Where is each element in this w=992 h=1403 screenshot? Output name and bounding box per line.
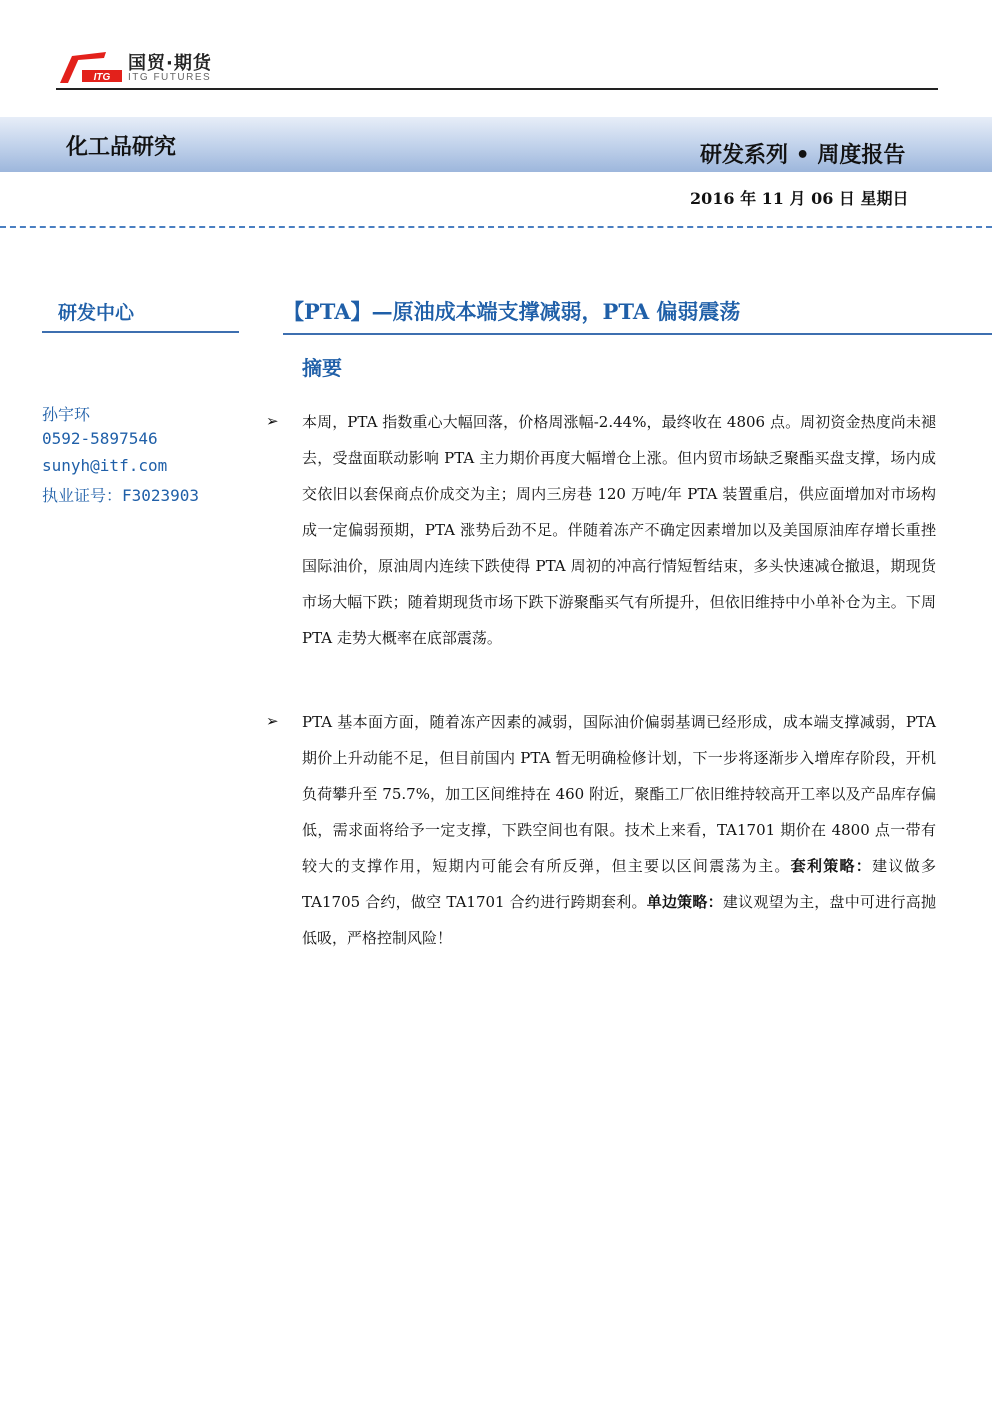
single-side-strategy-label: 单边策略： <box>646 893 723 911</box>
header-rule <box>56 88 938 90</box>
category-title: 化工品研究 <box>66 135 177 160</box>
logo-chinese-name: 国贸·期货 <box>128 53 212 74</box>
logo-mark-text: ITG <box>93 72 111 83</box>
sidebar-rule <box>42 331 239 333</box>
summary-paragraph-1: 本周，PTA 指数重心大幅回落，价格周涨幅-2.44%，最终收在 4806 点。周初资金热度尚未褪去，受盘面联动影响 PTA 主力期价再度大幅增仓上涨。但内贸市场缺乏聚酯买盘支撑，场内成交依旧以套保商点价成交为主；周内三房巷 120 万吨/年 PTA 装置重启，供应面增加对市场构成一定偏弱预期，PTA 涨势后劲不足。伴随着冻产不确定因素增加以及美国原油库存增长重挫国际油价，原油周内连续下跌使得 PTA 周初的冲高行情短暂结束，多头快速减仓撤退，期现货市场大幅下跌；随着期现货市场下跌下游聚酯买气有所提升，但依旧维持中小单补仓为主。下周 PTA 走势大概率在底部震荡。 <box>302 413 936 647</box>
author-license: 执业证号：F3023903 <box>42 486 200 505</box>
dashed-divider <box>0 226 992 228</box>
report-date: 2016 年 11 月 06 日 星期日 <box>690 189 909 208</box>
arbitrage-strategy-label: 套利策略： <box>790 857 873 875</box>
arbitrage-strategy-text: 建议做多 TA1705 合约，做空 TA1701 合约进行跨期套利。 <box>302 857 936 911</box>
single-side-strategy-text: 建议观望为主，盘中可进行高抛低吸，严格控制风险！ <box>302 893 936 947</box>
sidebar-title: 研发中心 <box>58 302 135 324</box>
bullet-arrow-icon: ➢ <box>266 412 279 430</box>
author-phone: 0592-5897546 <box>42 429 158 448</box>
paragraph-2-body: PTA 基本面方面，随着冻产因素的减弱，国际油价偏弱基调已经形成，成本端支撑减弱，PTA 期价上升动能不足，但目前国内 PTA 暂无明确检修计划，下一步将逐渐步入增库存阶段，开机负荷攀升至 75.7%，加工区间维持在 460 附近，聚酯工厂依旧维持较高开工率以及产品库存偏低，需求面将给予一定支撑，下跌空间也有限。技术上来看，TA1701 期价在 4800 点一带有较大的支撑作用，短期内可能会有所反弹，但主要以区间震荡为主。 <box>302 713 936 875</box>
summary-heading: 摘要 <box>302 356 342 380</box>
report-series: 研发系列 • 周度报告 <box>700 143 906 168</box>
article-title: 【PTA】—原油成本端支撑减弱，PTA 偏弱震荡 <box>283 299 741 324</box>
author-name: 孙宇环 <box>42 405 91 424</box>
logo-english-name: ITG FUTURES <box>128 72 212 83</box>
summary-paragraph-2 <box>302 704 936 956</box>
bullet-arrow-icon: ➢ <box>266 712 279 730</box>
article-title-rule <box>283 333 992 335</box>
author-email: sunyh@itf.com <box>42 456 168 475</box>
